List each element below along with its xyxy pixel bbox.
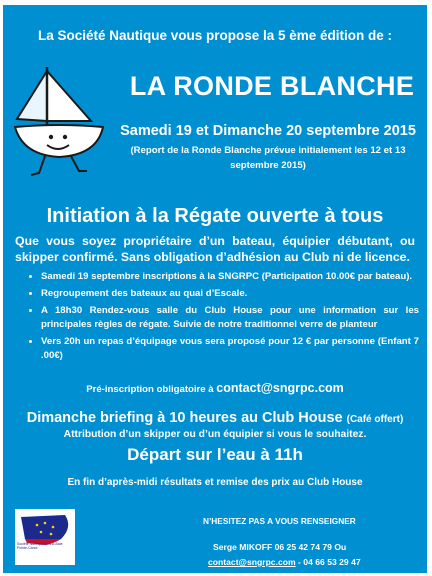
contact-line-2	[208, 557, 361, 567]
briefing-note: (Café offert)	[346, 414, 404, 425]
report-line-2: septembre 2015)	[230, 160, 306, 171]
contact-separator: -	[295, 557, 304, 567]
contact-email-link[interactable]: contact@sngrpc.com	[208, 557, 296, 567]
hesitez-text: N’HESITEZ PAS A VOUS RENSEIGNER	[203, 516, 356, 526]
report-note	[113, 143, 423, 173]
program-list	[27, 269, 419, 365]
skipper-note: Attribution d’un skipper ou d’un équipier si vous le souhaitez.	[63, 429, 367, 440]
program-item-dinner: • Vers 20h un repas d’équipage vous sera proposé pour 12 € par personne (Enfant 7 .00€)	[41, 334, 419, 363]
preinscription-label: Pré-inscription obligatoire à	[86, 384, 214, 395]
poster	[3, 5, 427, 573]
program-item-briefing-info: • A 18h30 Rendez-vous salle du Club House pour une information sur les principales règles de régate. Suivie de notre traditionnel verre de planteur	[41, 303, 419, 332]
club-logo-icon	[15, 509, 75, 565]
intro-text: La Société Nautique vous propose la 5 ème édition de :	[37, 28, 393, 43]
briefing-text: Dimanche briefing à 10 heures au Club House	[26, 410, 343, 426]
initiation-heading: Initiation à la Régate ouverte à tous	[46, 205, 384, 227]
preinscription	[3, 381, 427, 395]
initiation-lead: Que vous soyez propriétaire d’un bateau, équipier débutant, ou skipper confirmé. Sans obligation d’adhésion au Club ni de licence.	[15, 234, 415, 264]
program-item-regroup: • Regroupement des bateaux au quai d’Escale.	[41, 286, 419, 301]
results-note: En fin d’après-midi résultats et remise des prix au Club House	[67, 477, 363, 488]
report-line-1: (Report de la Ronde Blanche prévue initialement les 12 et 13	[130, 145, 406, 156]
sunday-briefing	[3, 410, 427, 426]
event-title: LA RONDE BLANCHE	[129, 71, 415, 101]
sailboat-mascot-icon	[9, 61, 109, 179]
event-dates: Samedi 19 et Dimanche 20 septembre 2015	[120, 123, 416, 139]
program-item-registration: • Samedi 19 septembre inscriptions à la SNGRPC (Participation 10.00€ par bateau).	[41, 269, 419, 284]
depart-heading: Départ sur l’eau à 11h	[127, 445, 303, 464]
club-logo-text: Société Nautique Grand-Baie Pointe-Canot	[17, 542, 63, 550]
contact-name-phone: Serge MIKOFF 06 25 42 74 79 Ou	[213, 542, 347, 552]
preinscription-email-link[interactable]: contact@sngrpc.com	[216, 381, 344, 395]
contact-phone-2: 04 66 53 29 47	[303, 557, 361, 567]
